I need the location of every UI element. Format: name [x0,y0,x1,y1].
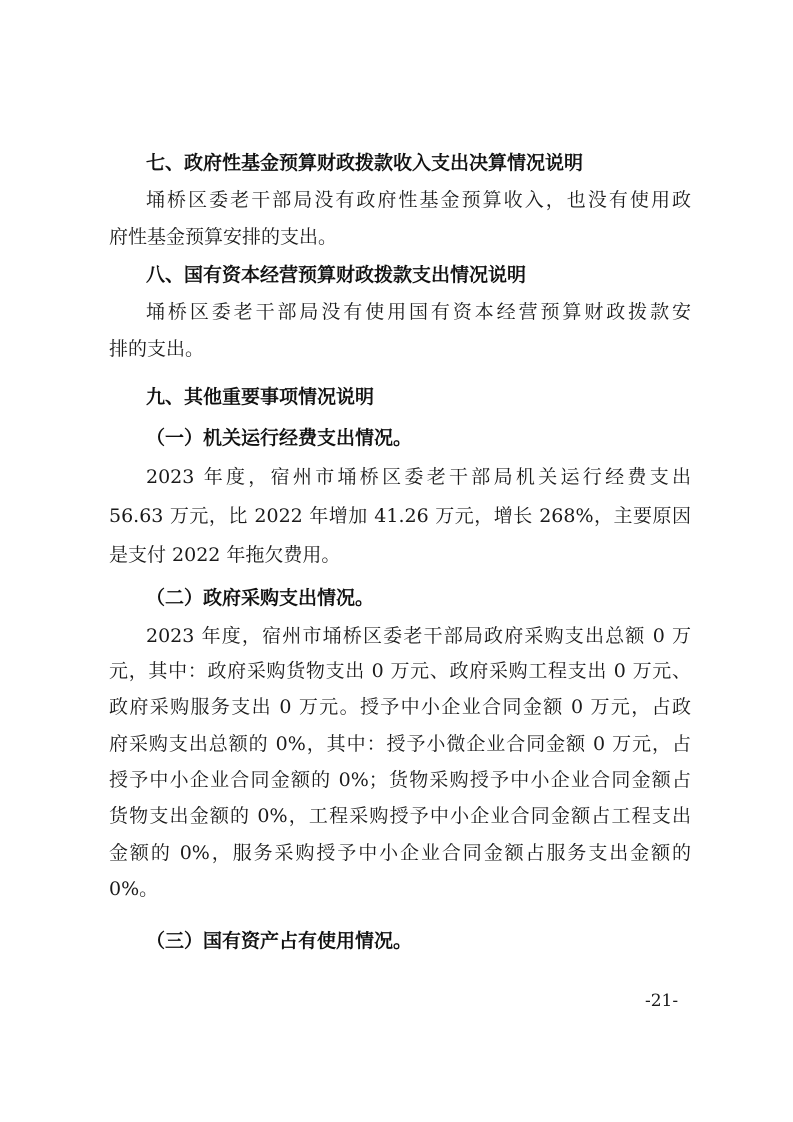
subsection2-paragraph-line-6: 货物支出金额的 0%，工程采购授予中小企业合同金额占工程支出 [109,805,691,827]
section7-heading: 七、政府性基金预算财政拨款收入支出决算情况说明 [146,152,584,174]
subsection2-paragraph-line-4: 府采购支出总额的 0%，其中：授予小微企业合同金额 0 万元，占 [109,733,691,755]
subsection2-paragraph-line-7: 金额的 0%，服务采购授予中小企业合同金额占服务支出金额的 [109,842,691,864]
page-number: -21- [645,991,679,1011]
subsection1-heading: （一）机关运行经费支出情况。 [146,427,413,449]
section7-paragraph-line-1: 埇桥区委老干部局没有政府性基金预算收入，也没有使用政 [146,189,691,211]
section9-heading: 九、其他重要事项情况说明 [146,386,375,408]
section8-paragraph-line-1: 埇桥区委老干部局没有使用国有资本经营预算财政拨款安 [146,301,691,323]
subsection2-heading: （二）政府采购支出情况。 [146,587,375,609]
subsection1-paragraph-line-1: 2023 年度，宿州市埇桥区委老干部局机关运行经费支出 [146,466,691,488]
subsection2-paragraph-line-8: 0%。 [109,878,159,900]
section8-heading: 八、国有资本经营预算财政拨款支出情况说明 [146,264,527,286]
subsection3-heading: （三）国有资产占有使用情况。 [146,930,413,952]
subsection2-paragraph-line-1: 2023 年度，宿州市埇桥区委老干部局政府采购支出总额 0 万 [146,625,691,647]
subsection1-paragraph-line-2: 56.63 万元，比 2022 年增加 41.26 万元，增长 268%，主要原因 [109,505,691,527]
subsection2-paragraph-line-2: 元，其中：政府采购货物支出 0 万元、政府采购工程支出 0 万元、 [109,660,691,682]
subsection1-paragraph-line-3: 是支付 2022 年拖欠费用。 [109,544,341,566]
section7-paragraph-line-2: 府性基金预算安排的支出。 [109,226,338,248]
subsection2-paragraph-line-5: 授予中小企业合同金额的 0%；货物采购授予中小企业合同金额占 [109,769,691,791]
subsection2-paragraph-line-3: 政府采购服务支出 0 万元。授予中小企业合同金额 0 万元，占政 [109,696,691,718]
section8-paragraph-line-2: 排的支出。 [109,338,205,360]
